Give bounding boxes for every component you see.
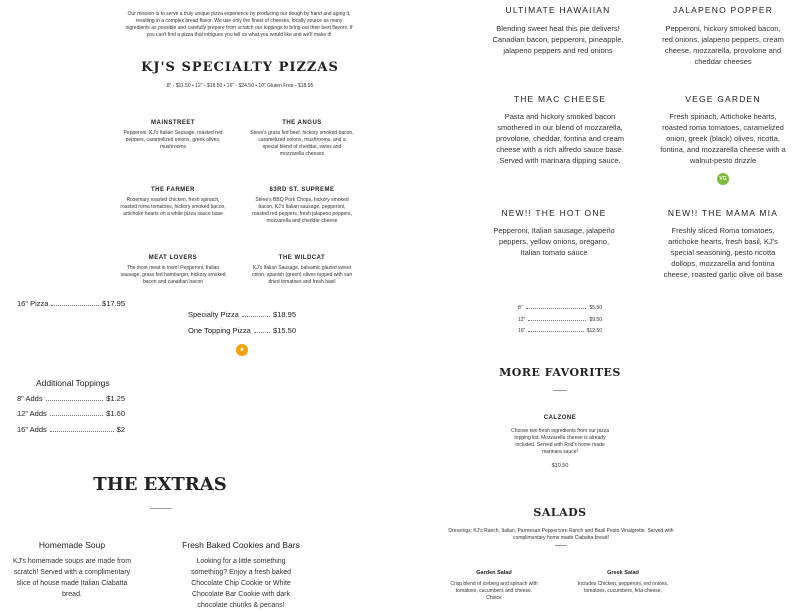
pizza-desc: Steve's BBQ Pork Chops, hickory smoked bacon, KJ's Italian sausage, pepperoni, roasted red peppers, fresh jalapeno peppers, mozzarella and cheddar cheese bbox=[252, 197, 352, 224]
salad-desc: Includes Chicken, pepperoni, red onions, tomatoes, cucumbers, feta cheese, bbox=[577, 581, 669, 594]
specialty-price: $18.95 bbox=[273, 310, 296, 319]
toppings-row bbox=[17, 425, 125, 434]
toppings-price: $1.60 bbox=[106, 409, 125, 418]
one-topping-row bbox=[188, 326, 296, 335]
pizza-name: VEGE GARDEN bbox=[685, 94, 761, 104]
pizza-desc: KJ's Italian Sausage, balsamic glazed sweet onion, spanish (green) olives topped with sun dried tomatoes and fresh basil bbox=[251, 265, 353, 285]
specialty-label: Specialty Pizza bbox=[188, 310, 239, 319]
salad-name: Greek Salad bbox=[607, 570, 639, 576]
pizza-badge-icon: ★ bbox=[236, 344, 248, 356]
dot-leader bbox=[254, 332, 270, 333]
dot-leader bbox=[51, 305, 99, 306]
extras-cookies bbox=[178, 540, 304, 611]
specialty-sizes: 8" - $11.50 • 12" - $18.50 • 16" - $24.50 • 10" Gluten Free - $18.95 bbox=[166, 83, 314, 89]
price-value: $5.50 bbox=[589, 305, 602, 311]
pizza-desc: Rosemary roasted chicken, fresh spinach, roasted roma tomatoes, hickory smoked bacon, artichoke hearts on a white pizza sauce base bbox=[120, 197, 226, 217]
toppings-row bbox=[17, 409, 125, 418]
extras-title: THE EXTRAS bbox=[93, 474, 227, 495]
salad-desc: Crisp blend of iceberg and spinach with tomatoes, cucumbers and cheese. Choice bbox=[450, 581, 538, 601]
calzone-name: CALZONE bbox=[543, 415, 577, 421]
soup-desc: KJ's homemade soups are made from scratch! Served with a complimentary slice of house made Italian Ciabatta bread. bbox=[12, 558, 132, 598]
pizza-mama-mia bbox=[660, 208, 786, 280]
pizza-name: THE WILDCAT bbox=[278, 255, 326, 261]
specialty-title: KJ'S SPECIALTY PIZZAS bbox=[141, 60, 339, 75]
pizza-name: NEW!! THE HOT ONE bbox=[501, 208, 607, 218]
dot-leader bbox=[50, 415, 103, 416]
toppings-price: $1.25 bbox=[106, 394, 125, 403]
salads-title: SALADS bbox=[533, 506, 587, 519]
pizza-desc: Pepperoni, hickory smoked bacon, red onions, jalapeno peppers, cream cheese, mozzarella, provolone and cheddar cheeses bbox=[662, 24, 784, 66]
pizza-name: THE MAC CHEESE bbox=[513, 94, 607, 104]
pizza-name: ULTIMATE HAWAIIAN bbox=[505, 5, 611, 15]
pizza-vege-garden bbox=[660, 94, 786, 166]
pizza-desc: Pepperoni, KJ's Italian Sausage, roasted red peppers, caramelized onions, greek olives, mushrooms bbox=[123, 130, 223, 150]
calzone-desc: Choose two fresh ingredients from our pizza topping list. Mozzarella cheese is already included. Served with Rod's home made marinara sauce! bbox=[511, 428, 609, 455]
one-topping-label: One Topping Pizza bbox=[188, 326, 251, 335]
pizza-desc: Blending sweet heat this pie delivers! Canadian bacon, pepperoni, pineapple, jalapeno peppers and red onions bbox=[492, 24, 624, 55]
pizza-name: THE ANGUS bbox=[282, 120, 322, 126]
toppings-label: 16" Adds bbox=[17, 425, 47, 434]
pizza-name: JALAPENO POPPER bbox=[672, 5, 774, 15]
pizza-jalapeno-popper bbox=[660, 5, 786, 67]
pizza-name: THE FARMER bbox=[151, 187, 195, 193]
divider bbox=[150, 508, 172, 509]
pizza-desc: Pepperoni, Italian sausage, jalapeño peppers, yellow onions, oregano, Italian tomato sauce bbox=[493, 226, 615, 257]
vegetarian-badge-icon: VG bbox=[717, 173, 729, 185]
dot-leader bbox=[242, 316, 270, 317]
favorites-title: MORE FAVORITES bbox=[499, 366, 621, 379]
price-value: $12.50 bbox=[586, 328, 602, 334]
garden-salad bbox=[448, 570, 540, 602]
pizza-name: MEAT LOVERS bbox=[148, 255, 198, 261]
pizza-hawaiian bbox=[488, 5, 628, 56]
pizza-supreme bbox=[250, 187, 354, 225]
dot-leader bbox=[50, 431, 114, 432]
price-row bbox=[518, 328, 602, 334]
pizza-wildcat bbox=[250, 255, 354, 286]
price-row bbox=[518, 305, 602, 311]
toppings-price: $2 bbox=[116, 425, 125, 434]
pizza-mac-cheese bbox=[492, 94, 628, 166]
pizza-desc: Pasta and hickory smoked bacon smothered in our blend of mozzarella, provolone, cheddar, fontina and cream cheese with a rich alfredo sauce base. Served with marinara dipping sauce. bbox=[495, 112, 624, 165]
pizza-angus bbox=[250, 120, 354, 158]
dot-leader bbox=[528, 320, 586, 321]
dot-leader bbox=[46, 400, 104, 401]
pizza16-row bbox=[17, 299, 125, 308]
pizza-name: MAINSTREET bbox=[151, 120, 195, 126]
pizza-mainstreet bbox=[120, 120, 226, 151]
dot-leader bbox=[526, 308, 587, 309]
dot-leader bbox=[528, 331, 583, 332]
greek-salad bbox=[576, 570, 670, 595]
cookies-name: Fresh Baked Cookies and Bars bbox=[182, 540, 300, 550]
toppings-label: 12" Adds bbox=[17, 409, 47, 418]
divider bbox=[555, 545, 567, 546]
pizza-meat-lovers bbox=[120, 255, 226, 286]
pizza-desc: The most meat in town! Pepperoni, Italian sausage, grass fed hamburger, hickory smoked bacon and canadian bacon bbox=[120, 265, 226, 285]
pizza-desc: Steve's grass fed beef, hickory smoked bacon, caramelized onions, mushrooms, and a special blend of cheddar, swiss and mozzarella cheeses bbox=[250, 130, 354, 157]
toppings-label: 8" Adds bbox=[17, 394, 43, 403]
one-topping-price: $15.50 bbox=[273, 326, 296, 335]
calzone-item bbox=[510, 415, 610, 470]
salads-dressings: Dressings: KJ's Ranch, Italian, Parmesan Peppercorn Ranch and Basil Pesto Vinaigrette. Served with complimentary home made Ciabatta bread! bbox=[448, 528, 674, 541]
pizza-name: NEW!! THE MAMA MIA bbox=[667, 208, 779, 218]
price-size: 16" bbox=[518, 328, 526, 334]
pizza-desc: Fresh spinach, Artichoke hearts, roasted roma tomatoes, caramelized onion, greek (black) olives, ricotta, fontina, and mozzarella cheese with a walnut-pesto drizzle bbox=[660, 112, 786, 165]
calzone-price: $10.50 bbox=[551, 463, 569, 469]
pizza16-price: $17.95 bbox=[102, 299, 125, 308]
soup-name: Homemade Soup bbox=[38, 540, 106, 550]
price-size: 8" bbox=[518, 305, 523, 311]
cookies-desc: Looking for a little something something? Enjoy a fresh baked Chocolate Chip Cookie or White Chocolate Bar Cookie with dark chocolate chunks & pecans! bbox=[190, 558, 291, 609]
price-value: $9.50 bbox=[589, 317, 602, 323]
extras-soup bbox=[12, 540, 132, 600]
salad-name: Garden Salad bbox=[476, 570, 512, 576]
price-row bbox=[518, 317, 602, 323]
divider bbox=[553, 390, 567, 391]
toppings-row bbox=[17, 394, 125, 403]
price-size: 12" bbox=[518, 317, 526, 323]
toppings-title: Additional Toppings bbox=[36, 378, 110, 388]
pizza-name: 83RD ST. SUPREME bbox=[269, 187, 335, 193]
intro-text: Our mission is to serve a truly unique pizza experience by producing our dough by hand and aging it, resulting in a complex bread flavor. We use only the finest of cheeses, locally source as many ingredients as possible and carefully prepare from scratch our toppings to bring out their best flavors. If you can't find a pizza that intrigues you tell us what you would like and we'll make it! bbox=[125, 11, 353, 38]
pizza-desc: Freshly sliced Roma tomatoes, artichoke hearts, fresh basil, KJ's special seasoning, pesto ricotta dollops, mozzarella and fontina cheese, roasted garlic olive oil base bbox=[663, 226, 783, 279]
pizza-farmer bbox=[120, 187, 226, 218]
pizza16-label: 16" Pizza bbox=[17, 299, 49, 308]
pizza-hot-one bbox=[492, 208, 616, 258]
specialty-row bbox=[188, 310, 296, 319]
